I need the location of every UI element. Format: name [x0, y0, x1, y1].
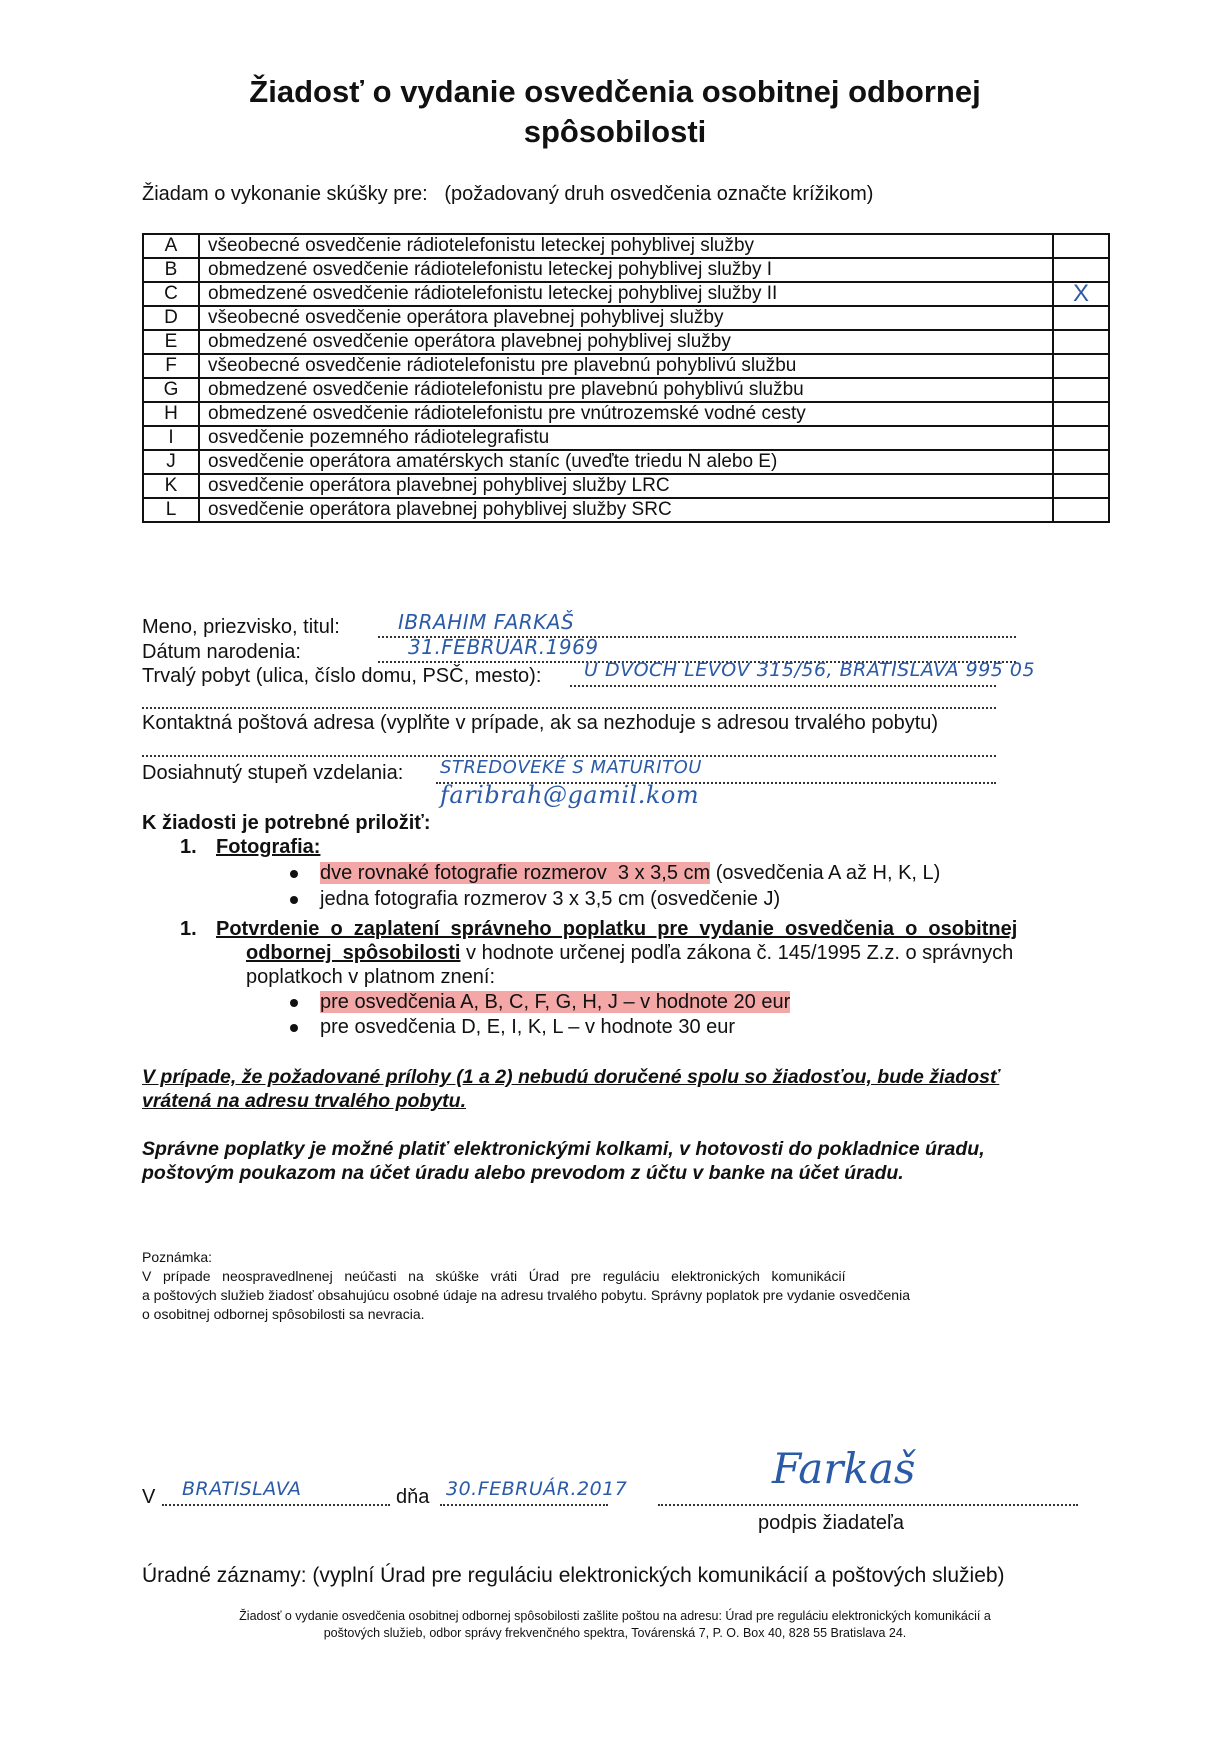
option-code: F — [143, 354, 199, 378]
note-line-1: V prípade neospravedlnenej neúčasti na skúške vráti Úrad pre reguláciu elektronických komunikácií — [142, 1268, 846, 1284]
option-checkbox[interactable] — [1053, 258, 1109, 282]
option-label: osvedčenie pozemného rádiotelegrafistu — [199, 426, 1053, 450]
education-value[interactable]: STREDOVEKÉ S MATURITOU — [440, 757, 702, 778]
attachment-2-bullet-1 — [290, 991, 790, 1014]
attachment-2-title-cont: odbornej spôsobilosti — [246, 942, 461, 964]
bullet-text: jedna fotografia rozmerov 3 x 3,5 cm (osvedčenie J) — [320, 888, 781, 910]
option-row-g — [143, 378, 1109, 402]
option-label: všeobecné osvedčenie rádiotelefonistu leteckej pohyblivej služby — [199, 234, 1053, 258]
option-label: obmedzené osvedčenie operátora plavebnej pohyblivej služby — [199, 330, 1053, 354]
option-checkbox[interactable] — [1053, 426, 1109, 450]
address-line-2 — [142, 707, 996, 709]
option-row-b — [143, 258, 1109, 282]
attachment-1-number: 1. — [180, 836, 197, 858]
note-line-2: a poštových služieb žiadosť obsahujúcu osobné údaje na adresu trvalého pobytu. Správny poplatok pre vydanie osvedčenia — [142, 1287, 910, 1303]
signature-value[interactable]: Farkaš — [772, 1444, 916, 1493]
option-checkbox[interactable] — [1053, 234, 1109, 258]
bullet-icon — [290, 999, 298, 1007]
place-line — [162, 1504, 390, 1506]
option-checkbox[interactable] — [1053, 474, 1109, 498]
attachment-1-bullet-1 — [290, 862, 940, 885]
option-label: obmedzené osvedčenie rádiotelefonistu pre plavebnú pohyblivú službu — [199, 378, 1053, 402]
place-prefix: V — [142, 1486, 156, 1508]
attachment-2-text-b: poplatkoch v platnom znení: — [246, 966, 496, 988]
dob-label: Dátum narodenia: — [142, 641, 301, 663]
attachment-2-text — [246, 942, 1013, 965]
date-line — [440, 1504, 608, 1506]
address-label: Trvalý pobyt (ulica, číslo domu, PSČ, mesto): — [142, 665, 542, 687]
option-label: všeobecné osvedčenie operátora plavebnej pohyblivej služby — [199, 306, 1053, 330]
option-label: všeobecné osvedčenie rádiotelefonistu pre plavebnú pohyblivú službu — [199, 354, 1053, 378]
option-row-i — [143, 426, 1109, 450]
education-label: Dosiahnutý stupeň vzdelania: — [142, 762, 404, 784]
certificate-options-table — [142, 233, 1110, 523]
option-code: G — [143, 378, 199, 402]
attachment-1-title: Fotografia: — [216, 836, 321, 858]
email-value[interactable]: faribrah@gamil.kom — [440, 781, 700, 809]
option-checkbox[interactable] — [1053, 330, 1109, 354]
option-row-l — [143, 498, 1109, 522]
option-row-k — [143, 474, 1109, 498]
option-code: J — [143, 450, 199, 474]
attachment-2-text-a: v hodnote určenej podľa zákona č. 145/1995 Z.z. o správnych — [460, 942, 1014, 964]
option-code: B — [143, 258, 199, 282]
option-code: D — [143, 306, 199, 330]
option-code: I — [143, 426, 199, 450]
date-value[interactable]: 30.FEBRUÁR.2017 — [446, 1478, 628, 1500]
option-label: obmedzené osvedčenie rádiotelefonistu leteckej pohyblivej služby II — [199, 282, 1053, 306]
address-value[interactable]: U DVOCH LEVOV 315/56, BRATISLAVA 995 05 — [584, 659, 1036, 681]
option-row-j — [143, 450, 1109, 474]
name-label: Meno, priezvisko, titul: — [142, 616, 340, 638]
option-label: obmedzené osvedčenie rádiotelefonistu leteckej pohyblivej služby I — [199, 258, 1053, 282]
bullet-icon — [290, 870, 298, 878]
option-checkbox[interactable]: X — [1053, 282, 1109, 306]
option-checkbox[interactable] — [1053, 354, 1109, 378]
fees-line-2: poštovým poukazom na účet úradu alebo prevodom z účtu v banke na účet úradu. — [142, 1162, 904, 1184]
warning-line-1: V prípade, že požadované prílohy (1 a 2) nebudú doručené spolu so žiadosťou, bude žiadosť — [142, 1066, 1000, 1088]
title-line-2: spôsobilosti — [523, 114, 707, 149]
address-line — [570, 685, 996, 687]
title-line-1: Žiadosť o vydanie osvedčenia osobitnej odbornej — [249, 74, 981, 109]
footer-line-2: poštových služieb, odbor správy frekvenčného spektra, Továrenská 7, P. O. Box 40, 828 55 Bratislava 24. — [323, 1626, 907, 1640]
signature-label: podpis žiadateľa — [758, 1512, 904, 1534]
footer — [0, 1608, 1230, 1642]
date-prefix: dňa — [396, 1486, 430, 1508]
option-row-d — [143, 306, 1109, 330]
attachment-2-number: 1. — [180, 918, 197, 940]
footer-line-1: Žiadosť o vydanie osvedčenia osobitnej odbornej spôsobilosti zašlite poštou na adresu: Úrad pre reguláciu elektronických komunikácií a — [239, 1609, 991, 1623]
option-row-e — [143, 330, 1109, 354]
highlighted-text: dve rovnaké fotografie rozmerov 3 x 3,5 cm — [320, 862, 711, 884]
option-row-c — [143, 282, 1109, 306]
fees-line-1: Správne poplatky je možné platiť elektronickými kolkami, v hotovosti do pokladnice úradu, — [142, 1138, 985, 1160]
official-records: Úradné záznamy: (vyplní Úrad pre reguláciu elektronických komunikácií a poštových služieb) — [142, 1564, 1005, 1587]
highlighted-text: pre osvedčenia A, B, C, F, G, H, J – v hodnote 20 eur — [320, 991, 791, 1013]
place-value[interactable]: BRATISLAVA — [182, 1478, 302, 1500]
option-label: obmedzené osvedčenie rádiotelefonistu pre vnútrozemské vodné cesty — [199, 402, 1053, 426]
signature-line — [658, 1504, 1078, 1506]
attachments-heading: K žiadosti je potrebné priložiť: — [142, 812, 431, 834]
dob-value[interactable]: 31.FEBRUAR.1969 — [408, 635, 599, 659]
option-row-h — [143, 402, 1109, 426]
attachment-1-bullet-2 — [290, 888, 780, 911]
attachment-2-bullet-2 — [290, 1016, 735, 1039]
bullet-text: pre osvedčenia D, E, I, K, L – v hodnote 30 eur — [320, 1016, 736, 1038]
option-row-f — [143, 354, 1109, 378]
option-label: osvedčenie operátora amatérskych staníc (uveďte triedu N alebo E) — [199, 450, 1053, 474]
intro-text: Žiadam o vykonanie skúšky pre: (požadovaný druh osvedčenia označte krížikom) — [142, 183, 874, 205]
contact-label: Kontaktná poštová adresa (vyplňte v prípade, ak sa nezhoduje s adresou trvalého pobytu) — [142, 712, 939, 734]
option-code: A — [143, 234, 199, 258]
attachment-2-title: Potvrdenie o zaplatení správneho poplatku pre vydanie osvedčenia o osobitnej — [216, 918, 1018, 940]
bullet-text: (osvedčenia A až H, K, L) — [710, 862, 941, 884]
option-checkbox[interactable] — [1053, 498, 1109, 522]
option-checkbox[interactable] — [1053, 402, 1109, 426]
document-title — [0, 72, 1230, 152]
option-row-a — [143, 234, 1109, 258]
option-checkbox[interactable] — [1053, 306, 1109, 330]
option-code: L — [143, 498, 199, 522]
option-label: osvedčenie operátora plavebnej pohyblivej služby SRC — [199, 498, 1053, 522]
note-label: Poznámka: — [142, 1249, 213, 1265]
name-value[interactable]: IBRAHIM FARKAŠ — [398, 610, 575, 634]
option-code: K — [143, 474, 199, 498]
warning-line-2: vrátená na adresu trvalého pobytu. — [142, 1090, 467, 1112]
bullet-icon — [290, 1024, 298, 1032]
option-checkbox[interactable] — [1053, 378, 1109, 402]
option-code: C — [143, 282, 199, 306]
option-code: E — [143, 330, 199, 354]
option-code: H — [143, 402, 199, 426]
bullet-icon — [290, 896, 298, 904]
option-label: osvedčenie operátora plavebnej pohyblivej služby LRC — [199, 474, 1053, 498]
option-checkbox[interactable] — [1053, 450, 1109, 474]
note-line-3: o osobitnej odbornej spôsobilosti sa nevracia. — [142, 1306, 425, 1322]
